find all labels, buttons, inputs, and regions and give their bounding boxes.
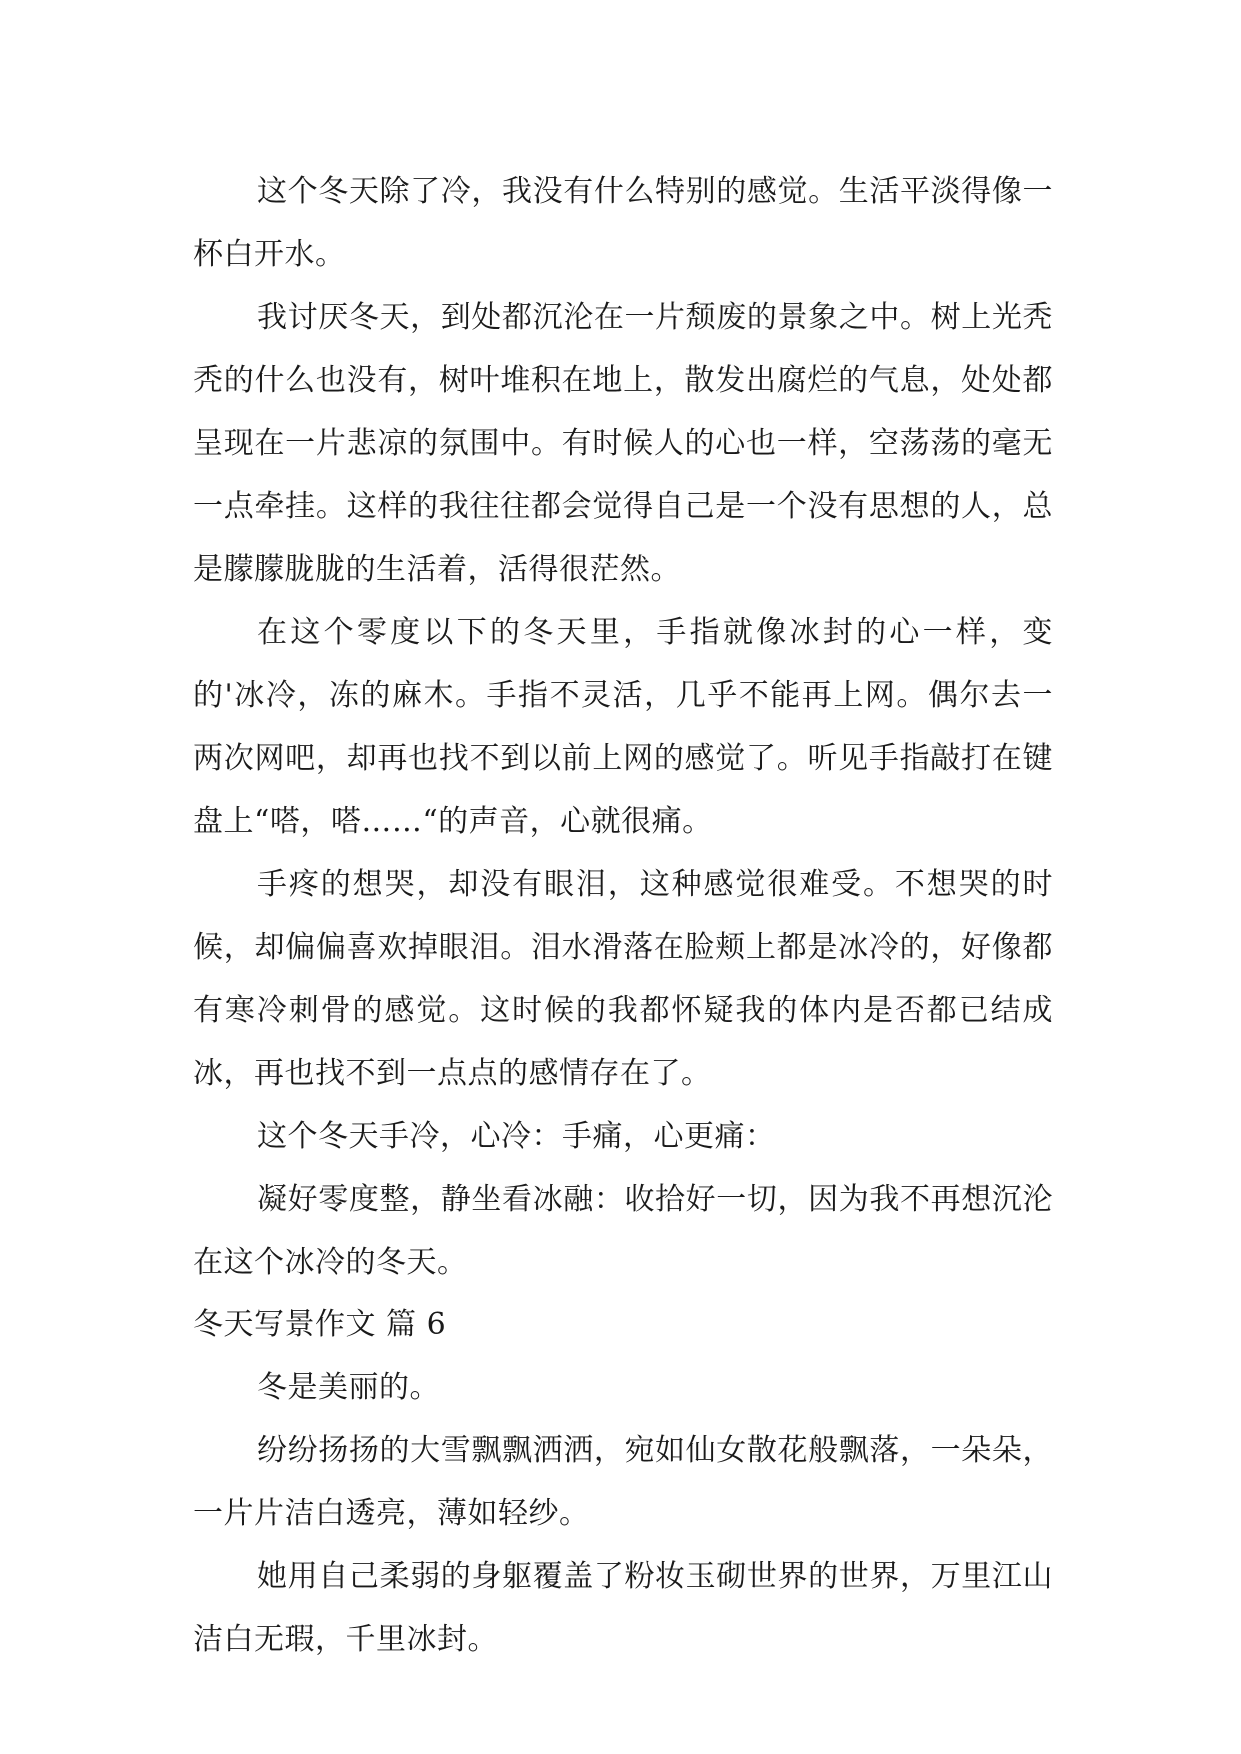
paragraph: 凝好零度整，静坐看冰融：收拾好一切，因为我不再想沉沦在这个冰冷的冬天。 [193, 1182, 1053, 1280]
paragraph: 这个冬天手冷，心冷：手痛，心更痛： [257, 1119, 776, 1154]
paragraph: 纷纷扬扬的大雪飘飘洒洒，宛如仙女散花般飘落，一朵朵，一片片洁白透亮，薄如轻纱。 [193, 1433, 1053, 1531]
paragraph: 她用自己柔弱的身躯覆盖了粉妆玉砌世界的世界，万里江山洁白无瑕，千里冰封。 [193, 1559, 1053, 1657]
paragraph: 我讨厌冬天，到处都沉沦在一片颓废的景象之中。树上光秃秃的什么也没有，树叶堆积在地上，散发出腐烂的气息，处处都呈现在一片悲凉的氛围中。有时候人的心也一样，空荡荡的毫无一点牵挂。这样的我往往都会觉得自己是一个没有思想的人，总是朦朦胧胧的生活着，活得很茫然。 [193, 300, 1053, 587]
section-heading: 冬天写景作文 篇 6 [193, 1307, 447, 1342]
document-body [193, 160, 1053, 1671]
paragraph: 手疼的想哭，却没有眼泪，这种感觉很难受。不想哭的时候，却偏偏喜欢掉眼泪。泪水滑落在脸颊上都是冰冷的，好像都有寒冷刺骨的感觉。这时候的我都怀疑我的体内是否都已结成冰，再也找不到一点点的感情存在了。 [193, 867, 1053, 1091]
paragraph: 冬是美丽的。 [257, 1370, 440, 1405]
paragraph: 这个冬天除了冷，我没有什么特别的感觉。生活平淡得像一杯白开水。 [193, 174, 1053, 272]
paragraph: 在这个零度以下的冬天里，手指就像冰封的心一样，变的'冰冷，冻的麻木。手指不灵活，几乎不能再上网。偶尔去一两次网吧，却再也找不到以前上网的感觉了。听见手指敲打在键盘上“嗒，嗒……“的声音，心就很痛。 [193, 615, 1053, 839]
